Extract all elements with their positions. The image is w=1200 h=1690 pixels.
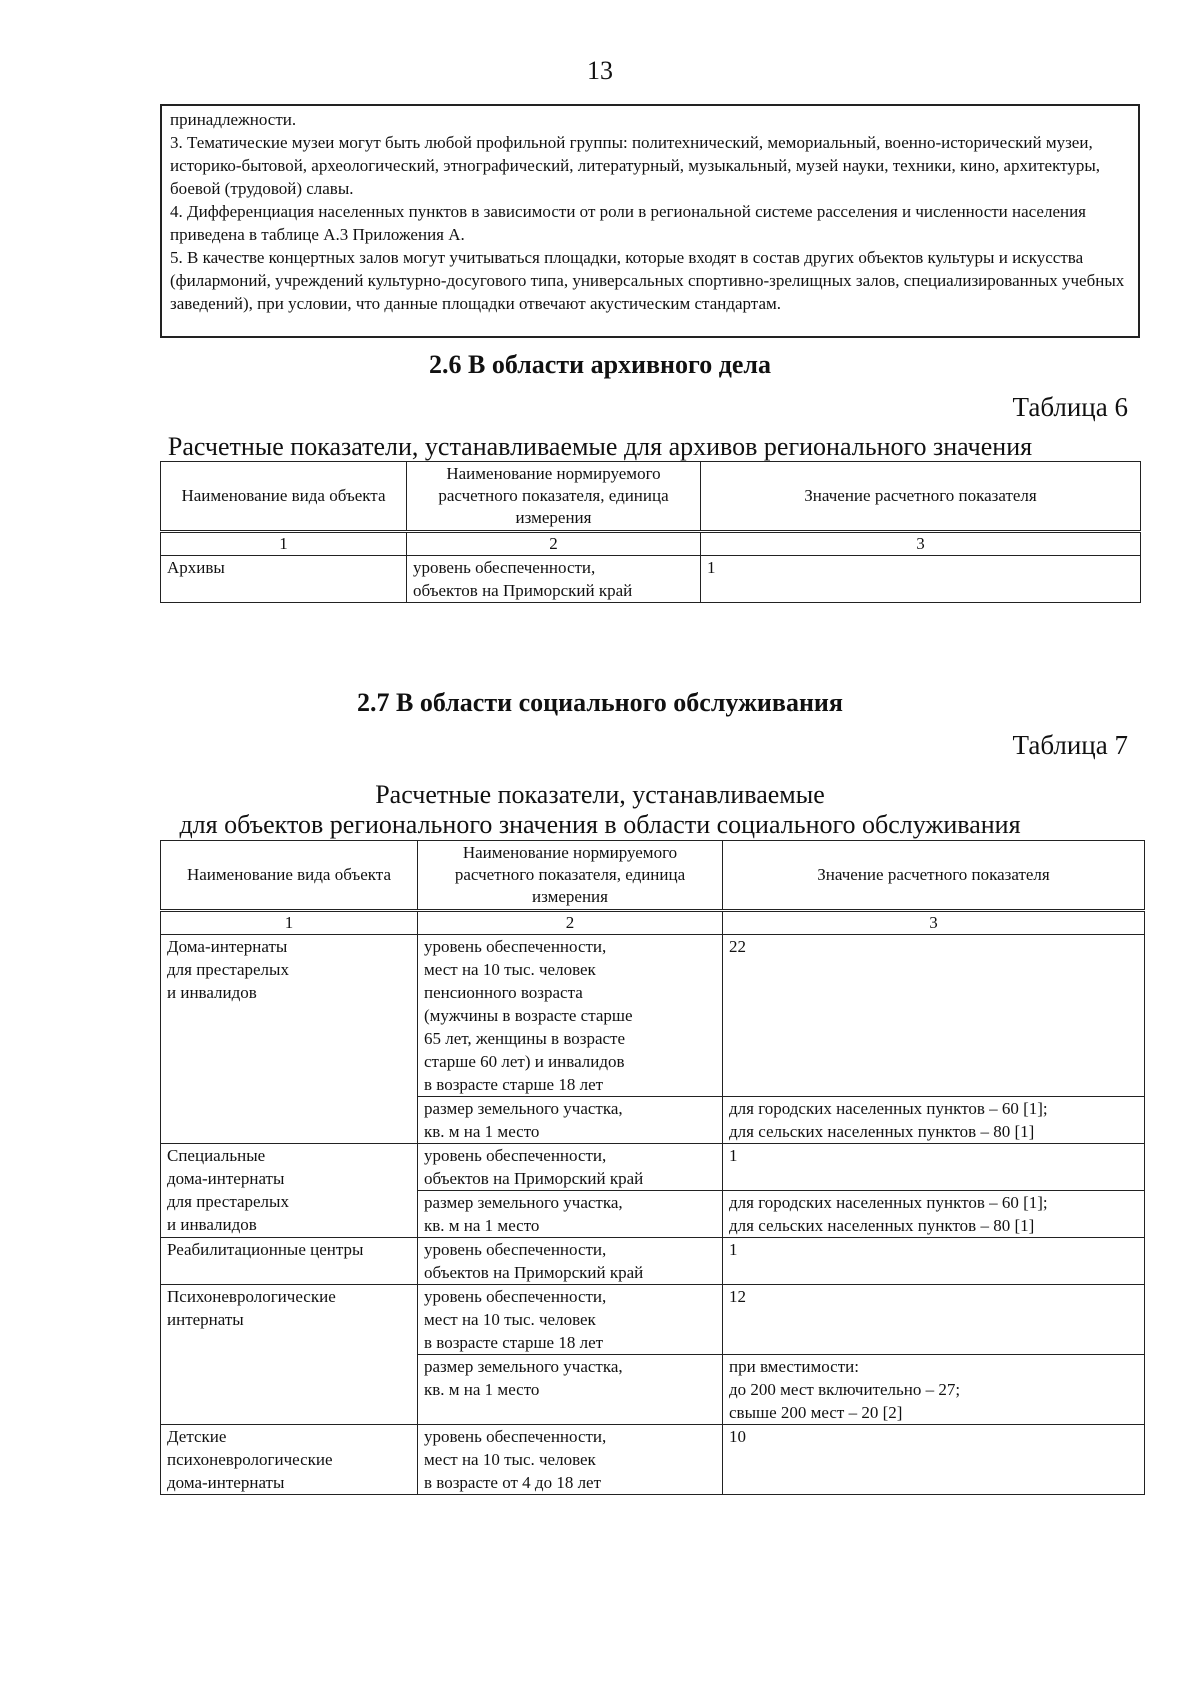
col-number: 3 (701, 532, 1141, 556)
value-cell: 10 (723, 1425, 1145, 1495)
col-number: 3 (723, 911, 1145, 935)
value-cell: 12 (723, 1285, 1145, 1355)
header-object: Наименование вида объекта (161, 841, 418, 911)
col-number: 1 (161, 911, 418, 935)
indicator-cell: уровень обеспеченности, мест на 10 тыс. человек пенсионного возраста (мужчины в возрасте старше 65 лет, женщины в возрасте старше 60 лет) и инвалидов в возрасте старше 18 лет (418, 935, 723, 1097)
value-cell: 1 (723, 1144, 1145, 1191)
object-cell: Детские психоневрологические дома-интернаты (161, 1425, 418, 1495)
table-7-title-line1: Расчетные показатели, устанавливаемые (375, 780, 825, 809)
notes-box (160, 104, 1140, 338)
header-indicator: Наименование нормируемого расчетного показателя, единица измерения (418, 841, 723, 911)
header-value: Значение расчетного показателя (701, 462, 1141, 532)
object-cell: Специальные дома-интернаты для престарелых и инвалидов (161, 1144, 418, 1238)
page-number: 13 (587, 56, 613, 85)
indicator-cell: уровень обеспеченности, мест на 10 тыс. человек в возрасте от 4 до 18 лет (418, 1425, 723, 1495)
table-row (161, 935, 1145, 1097)
indicator-cell: размер земельного участка, кв. м на 1 место (418, 1097, 723, 1144)
header-object: Наименование вида объекта (161, 462, 407, 532)
table-7-title-line2: для объектов регионального значения в области социального обслуживания (179, 810, 1021, 839)
value-cell: при вместимости: до 200 мест включительно – 27; свыше 200 мест – 20 [2] (723, 1355, 1145, 1425)
section-heading-2-6: 2.6 В области архивного дела (429, 350, 771, 379)
indicator-cell: уровень обеспеченности, мест на 10 тыс. человек в возрасте старше 18 лет (418, 1285, 723, 1355)
value-cell: 22 (723, 935, 1145, 1097)
table-6 (160, 461, 1141, 603)
table-7 (160, 840, 1145, 1495)
col-number: 2 (418, 911, 723, 935)
table-7-number-row (161, 911, 1145, 935)
table-6-title: Расчетные показатели, устанавливаемые для архивов регионального значения (167, 432, 1033, 461)
note-4: 4. Дифференциация населенных пунктов в зависимости от роли в региональной системе расселения и численности населения приведена в таблице А.3 Приложения А. (170, 202, 1086, 244)
table-7-header-row (161, 841, 1145, 911)
table-6-header-row (161, 462, 1141, 532)
note-continuation: принадлежности. (170, 110, 297, 129)
header-indicator: Наименование нормируемого расчетного показателя, единица измерения (407, 462, 701, 532)
value-cell: 1 (701, 556, 1141, 603)
indicator-cell: размер земельного участка, кв. м на 1 место (418, 1191, 723, 1238)
table-row (161, 1144, 1145, 1191)
table-6-label: Таблица 6 (1012, 392, 1128, 422)
object-cell: Архивы (161, 556, 407, 603)
indicator-cell: размер земельного участка, кв. м на 1 место (418, 1355, 723, 1425)
table-6-number-row (161, 532, 1141, 556)
object-cell: Психоневрологические интернаты (161, 1285, 418, 1425)
table-row (161, 556, 1141, 603)
section-heading-2-7: 2.7 В области социального обслуживания (357, 688, 843, 717)
value-cell: для городских населенных пунктов – 60 [1]; для сельских населенных пунктов – 80 [1] (723, 1097, 1145, 1144)
object-cell: Дома-интернаты для престарелых и инвалидов (161, 935, 418, 1144)
indicator-cell: уровень обеспеченности, объектов на Приморский край (407, 556, 701, 603)
col-number: 2 (407, 532, 701, 556)
indicator-cell: уровень обеспеченности, объектов на Приморский край (418, 1144, 723, 1191)
header-value: Значение расчетного показателя (723, 841, 1145, 911)
object-cell: Реабилитационные центры (161, 1238, 418, 1285)
note-3: 3. Тематические музеи могут быть любой профильной группы: политехнический, мемориальный, военно-исторический музеи, историко-бытовой, археологический, этнографический, литературный, музыкальный, музей науки, техники, кино, архитектуры, боевой (трудовой) славы. (170, 133, 1100, 198)
table-row (161, 1425, 1145, 1495)
note-5: 5. В качестве концертных залов могут учитываться площадки, которые входят в состав других объектов культуры и искусства (филармоний, учреждений культурно-досугового типа, универсальных спортивно-зрелищных залов, специализированных учебных заведений), при условии, что данные площадки отвечают акустическим стандартам. (170, 248, 1125, 313)
indicator-cell: уровень обеспеченности, объектов на Приморский край (418, 1238, 723, 1285)
value-cell: 1 (723, 1238, 1145, 1285)
table-row (161, 1238, 1145, 1285)
value-cell: для городских населенных пунктов – 60 [1]; для сельских населенных пунктов – 80 [1] (723, 1191, 1145, 1238)
col-number: 1 (161, 532, 407, 556)
table-row (161, 1285, 1145, 1355)
table-7-label: Таблица 7 (1012, 730, 1128, 760)
